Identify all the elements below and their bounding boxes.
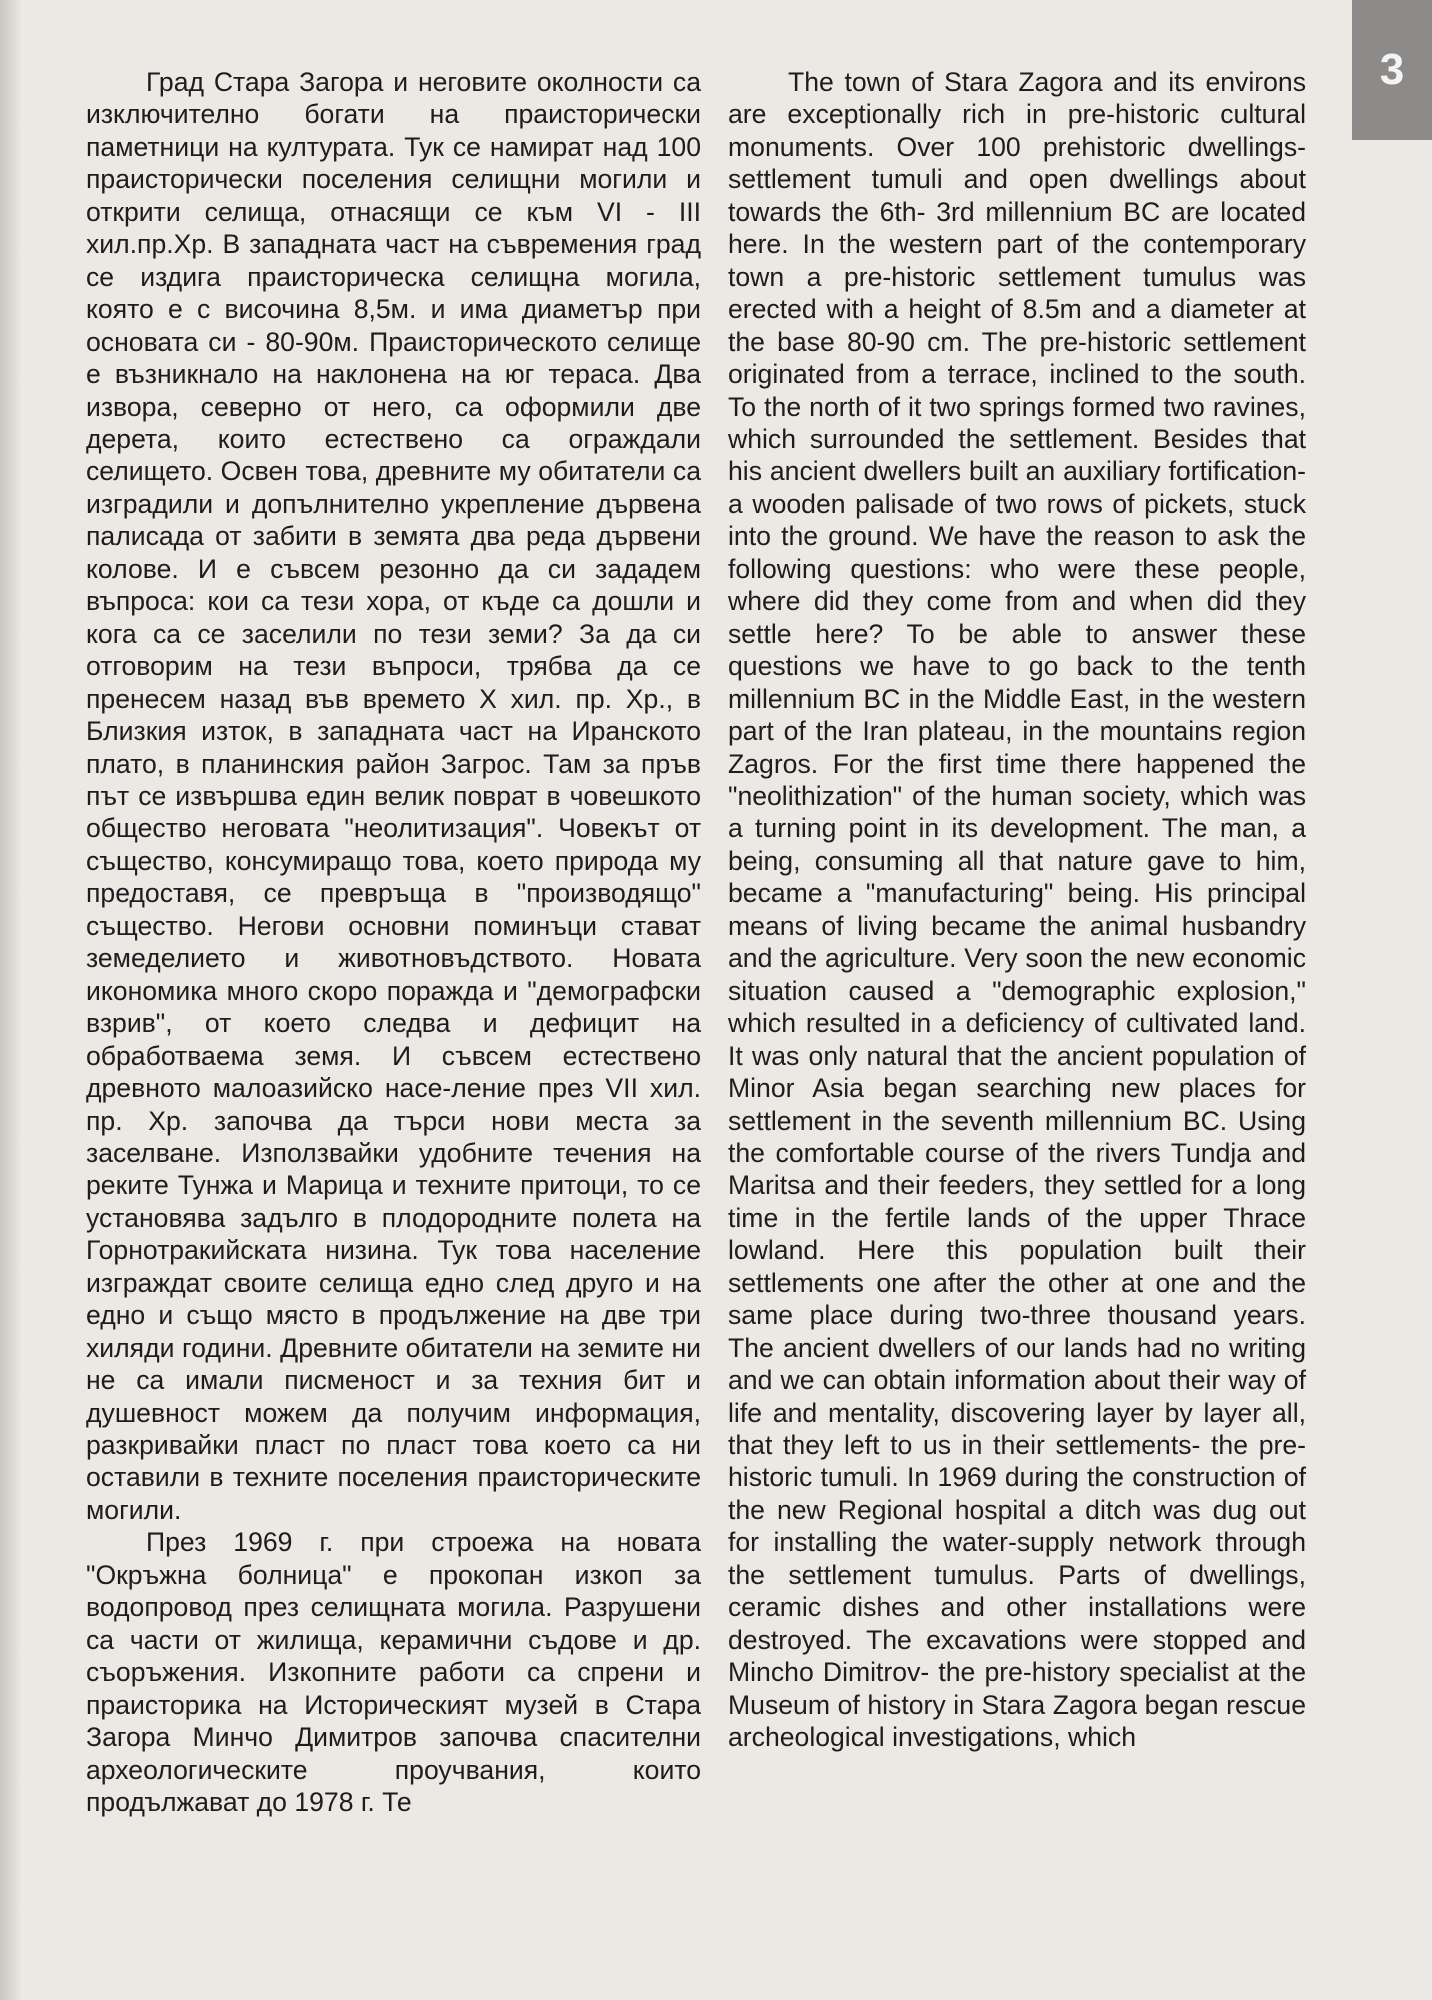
page-number: 3: [1379, 45, 1405, 94]
bulgarian-column: [86, 66, 701, 1818]
bulgarian-paragraph-2: През 1969 г. при строежа на новата "Окръжна болница" е прокопан изкоп за водопровод през селищната могила. Разрушени са части от жилища, керамични съдове и др. съоръжения. Изкопните работи са спрени и праисторика на Историческият музей в Стара Загора Минчо Димитров започва спасителни археологическите проучвания, които продължават до 1978 г. Те: [86, 1527, 701, 1818]
page-number-tab: [1352, 0, 1432, 140]
english-column: [728, 66, 1306, 1754]
page-edge-shadow: [0, 0, 22, 2000]
bulgarian-paragraph-1: Град Стара Загора и неговите околности са изключително богати на праисторически паметници на културата. Тук се намират над 100 праисторически поселения селищни могили и открити селища, отнасящи се към VI - III хил.пр.Хр. В западната част на съвремения град се издига праисторическа селищна могила, която е с височина 8,5м. и има диаметър при основата си - 80-90м. Праисторическото селище е възникнало на наклонена на юг тераса. Два извора, северно от него, са оформили две дерета, които естествено са ограждали селището. Освен това, древните му обитатели са изградили и допълнително укрепление дървена палисада от забити в земята два реда дървени колове. И е съвсем резонно да си зададем въпроса: кои са тези хора, от къде са дошли и кога са се заселили по тези земи? За да си отговорим на тези въпроси, трябва да се пренесем назад във времето X хил. пр. Хр., в Близкия изток, в западната част на Иранското плато, в планинския район Загрос. Там за пръв път се извършва един велик поврат в човешкото общество неговата "неолитизация". Човекът от същество, консумиращо това, което природа му предоставя, се превръща в "производящо" същество. Негови основни поминъци стават земеделието и животновъдството. Новата икономика много скоро поражда и "демографски взрив", от което следва и дефицит на обработваема земя. И съвсем естествено древното малоазийско насе-ление през VII хил. пр. Хр. започва да търси нови места за заселване. Използвайки удобните течения на реките Тунжа и Марица и техните притоци, то се установява задълго в плодородните полета на Горнотракийската низина. Тук това население изграждат своите селища едно след друго и на едно и също място в продължение на две три хиляди години. Древните обитатели на земите ни не са имали писменост и за техния бит и душевност можем да получим информация, разкривайки пласт по пласт това което са ни оставили в техните поселения праисторическите могили.: [86, 67, 701, 1525]
english-paragraph-1: The town of Stara Zagora and its environs are exceptionally rich in pre-historic cultural monuments. Over 100 prehistoric dwellings-settlement tumuli and open dwellings about towards the 6th- 3rd millennium BC are located here. In the western part of the contemporary town a pre-historic settlement tumulus was erected with a height of 8.5m and a diameter at the base 80-90 cm. The pre-historic settlement originated from a terrace, inclined to the south. To the north of it two springs formed two ravines, which surrounded the settlement. Besides that his ancient dwellers built an auxiliary fortification-a wooden palisade of two rows of pickets, stuck into the ground. We have the reason to ask the following questions: who were these people, where did they come from and when did they settle here? To be able to answer these questions we have to go back to the tenth millennium BC in the Middle East, in the western part of the Iran plateau, in the mountains region Zagros. For the first time there happened the "neolithization" of the human society, which was a turning point in its development. The man, a being, consuming all that nature gave to him, became a "manufacturing" being. His principal means of living became the animal husbandry and the agriculture. Very soon the new economic situation caused a "demographic explosion," which resulted in a deficiency of cultivated land. It was only natural that the ancient population of Minor Asia began searching new places for settlement in the seventh millennium BC. Using the comfortable course of the rivers Tundja and Maritsa and their feeders, they settled for a long time in the fertile lands of the upper Thrace lowland. Here this population built their settlements one after the other at one and the same place during two-three thousand years. The ancient dwellers of our lands had no writing and we can obtain information about their way of life and mentality, discovering layer by layer all, that they left to us in their settlements- the pre-historic tumuli. In 1969 during the construction of the new Regional hospital a ditch was dug out for installing the water-supply network through the settlement tumulus. Parts of dwellings, ceramic dishes and other installations were destroyed. The excavations were stopped and Mincho Dimitrov- the pre-history specialist at the Museum of history in Stara Zagora began rescue archeological investigations, which: [728, 67, 1306, 1753]
